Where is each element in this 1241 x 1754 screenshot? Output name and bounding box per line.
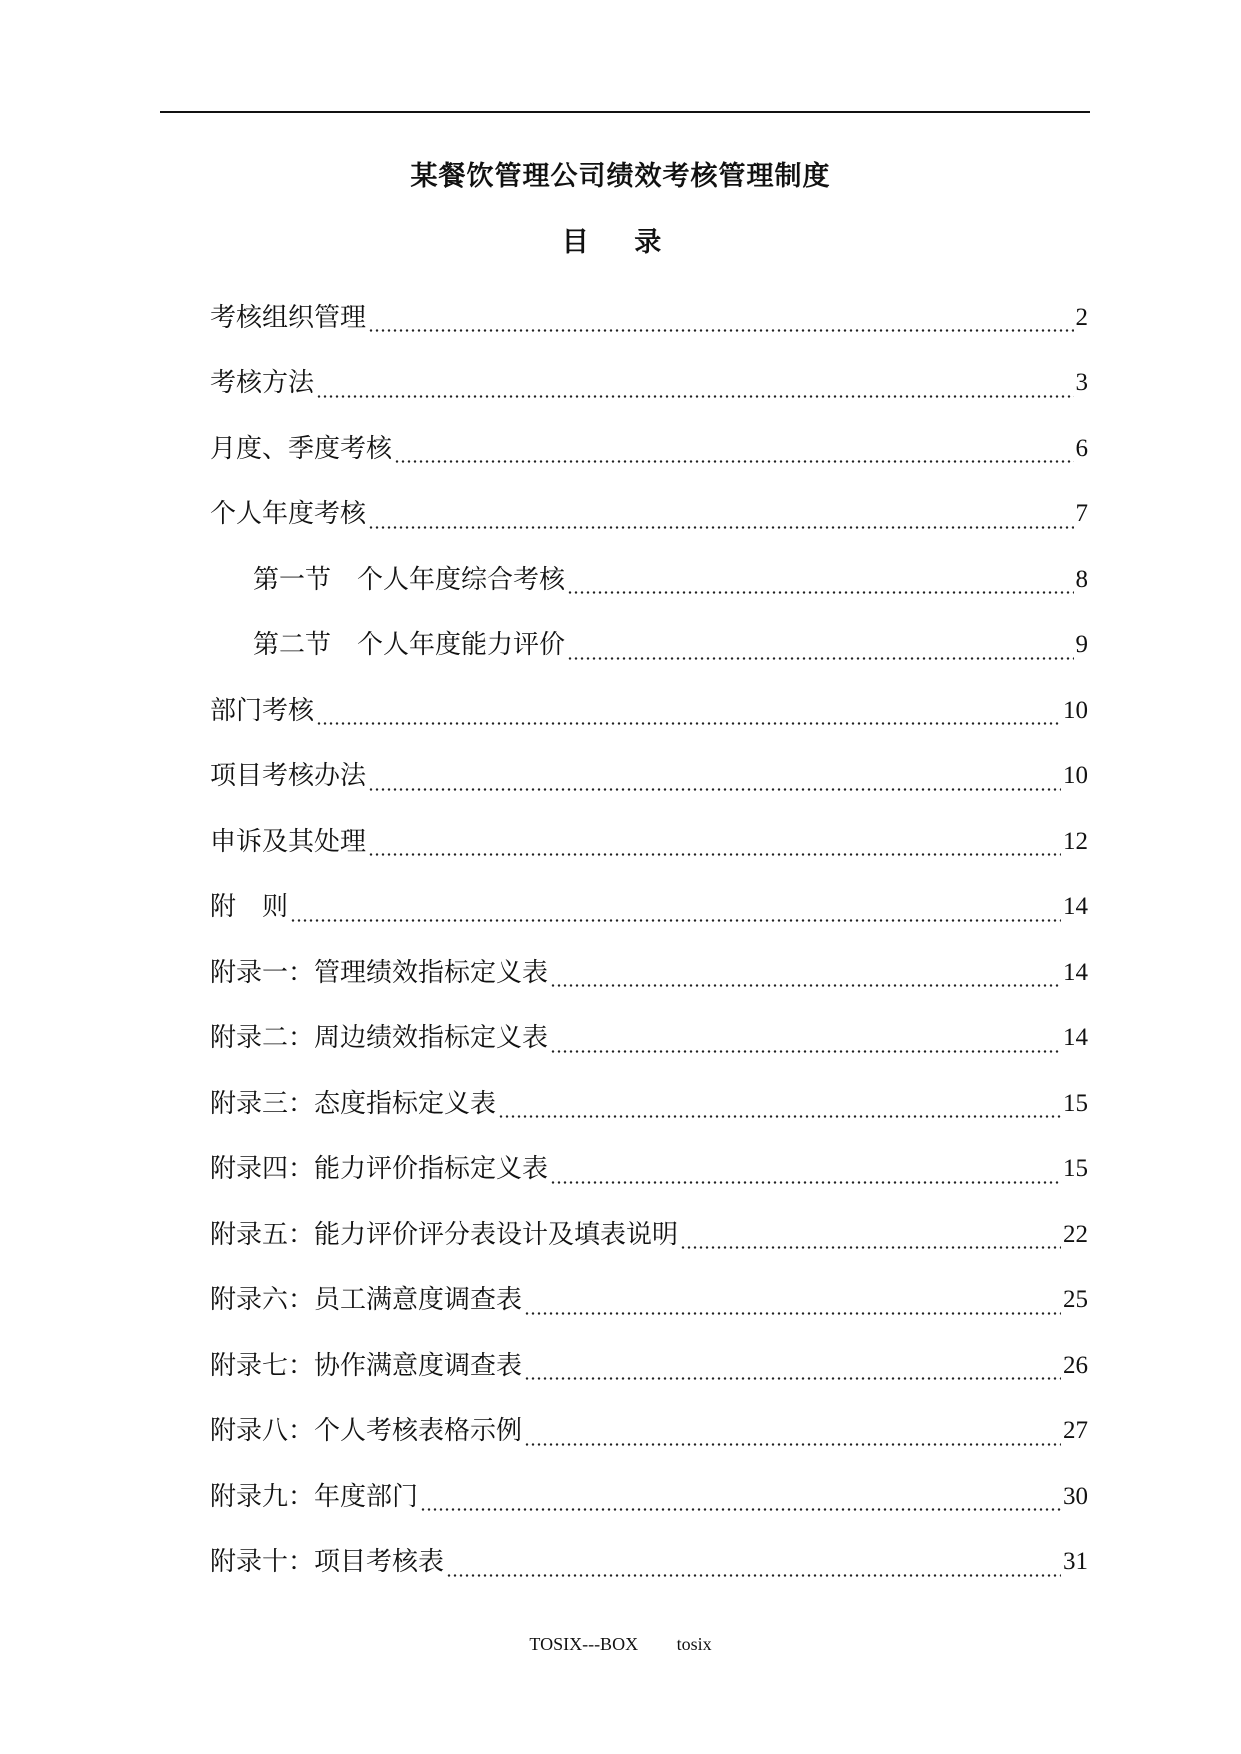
dot-leader [550,1181,1061,1184]
toc-entry-page: 14 [1063,958,1088,986]
toc-entry-label: 附录五：能力评价评分表设计及填表说明 [210,1219,679,1250]
toc-entry[interactable] [210,1464,1088,1530]
dot-leader [420,1508,1061,1511]
toc-heading: 目 录 [561,227,680,258]
toc-entry-label: 附录七：协作满意度调查表 [210,1350,523,1381]
toc-entry-page: 8 [1075,565,1088,593]
dot-leader [368,853,1061,856]
toc-entry-page: 25 [1063,1286,1088,1314]
dot-leader [524,1312,1061,1315]
toc-entry-page: 3 [1075,369,1088,397]
toc-entry[interactable] [210,875,1088,941]
toc-entry-page: 2 [1075,303,1088,331]
dot-leader [368,526,1073,529]
toc-entry-page: 30 [1063,1482,1088,1510]
toc-entry-page: 6 [1075,434,1088,462]
toc-entry[interactable] [210,1268,1088,1334]
dot-leader [524,1377,1061,1380]
toc-entry[interactable] [210,547,1088,613]
dot-leader [368,788,1061,791]
dot-leader [524,1443,1061,1446]
toc-entry-page: 22 [1063,1220,1088,1248]
toc-entry-label: 第二节 个人年度能力评价 [253,630,566,661]
toc-entry-label: 附录八：个人考核表格示例 [210,1416,523,1447]
header-rule [160,111,1090,113]
toc-entry-label: 考核组织管理 [210,302,367,333]
toc-entry[interactable] [210,285,1088,351]
toc-entry-label: 个人年度考核 [210,499,367,530]
toc-entry-label: 附录二：周边绩效指标定义表 [210,1023,549,1054]
dot-leader [446,1574,1061,1577]
dot-leader [680,1246,1061,1249]
toc-entry-label: 附录十：项目考核表 [210,1547,445,1578]
toc-entry-page: 15 [1063,1089,1088,1117]
toc-entry[interactable] [210,1006,1088,1072]
toc-entry[interactable] [210,1137,1088,1203]
toc-entry[interactable] [210,744,1088,810]
toc-entry-label: 附录四：能力评价指标定义表 [210,1154,549,1185]
footer-right-text: tosix [676,1634,712,1654]
toc-entry-label: 附录六：员工满意度调查表 [210,1285,523,1316]
toc-entry-page: 10 [1063,696,1088,724]
toc-entry[interactable] [210,1071,1088,1137]
page-footer [0,1632,1241,1656]
footer-left-text: TOSIX---BOX [529,1634,639,1654]
toc-entry-page: 31 [1063,1548,1088,1576]
toc-entry[interactable] [210,809,1088,875]
toc-entry[interactable] [210,416,1088,482]
toc-entry[interactable] [210,940,1088,1006]
toc-entry-page: 26 [1063,1351,1088,1379]
toc-entry[interactable] [210,678,1088,744]
toc-entry-page: 9 [1075,631,1088,659]
dot-leader [567,657,1073,660]
toc-entry-label: 附 则 [210,892,289,923]
toc-entry-label: 项目考核办法 [210,761,367,792]
toc-entry-label: 部门考核 [210,695,315,726]
dot-leader [368,329,1073,332]
toc-entry-page: 14 [1063,893,1088,921]
toc-entry-page: 14 [1063,1024,1088,1052]
toc-entry-label: 考核方法 [210,368,315,399]
dot-leader [498,1115,1061,1118]
dot-leader [567,591,1073,594]
dot-leader [550,1050,1061,1053]
dot-leader [394,460,1073,463]
toc-entry-label: 月度、季度考核 [210,433,393,464]
dot-leader [290,919,1061,922]
toc-entry[interactable] [210,482,1088,548]
toc-entry-page: 10 [1063,762,1088,790]
dot-leader [316,395,1073,398]
table-of-contents [210,285,1088,1595]
toc-entry[interactable] [210,613,1088,679]
dot-leader [550,984,1061,987]
toc-entry-page: 12 [1063,827,1088,855]
document-title: 某餐饮管理公司绩效考核管理制度 [410,161,831,192]
dot-leader [316,722,1061,725]
toc-entry[interactable] [210,1399,1088,1465]
toc-entry-label: 第一节 个人年度综合考核 [253,564,566,595]
toc-entry[interactable] [210,1333,1088,1399]
toc-entry-page: 15 [1063,1155,1088,1183]
toc-entry-page: 27 [1063,1417,1088,1445]
toc-entry[interactable] [210,1530,1088,1596]
toc-entry[interactable] [210,1202,1088,1268]
toc-entry[interactable] [210,351,1088,417]
toc-entry-label: 附录九：年度部门 [210,1481,419,1512]
toc-entry-label: 附录三：态度指标定义表 [210,1088,497,1119]
toc-entry-page: 7 [1075,500,1088,528]
toc-entry-label: 申诉及其处理 [210,826,367,857]
toc-entry-label: 附录一：管理绩效指标定义表 [210,957,549,988]
